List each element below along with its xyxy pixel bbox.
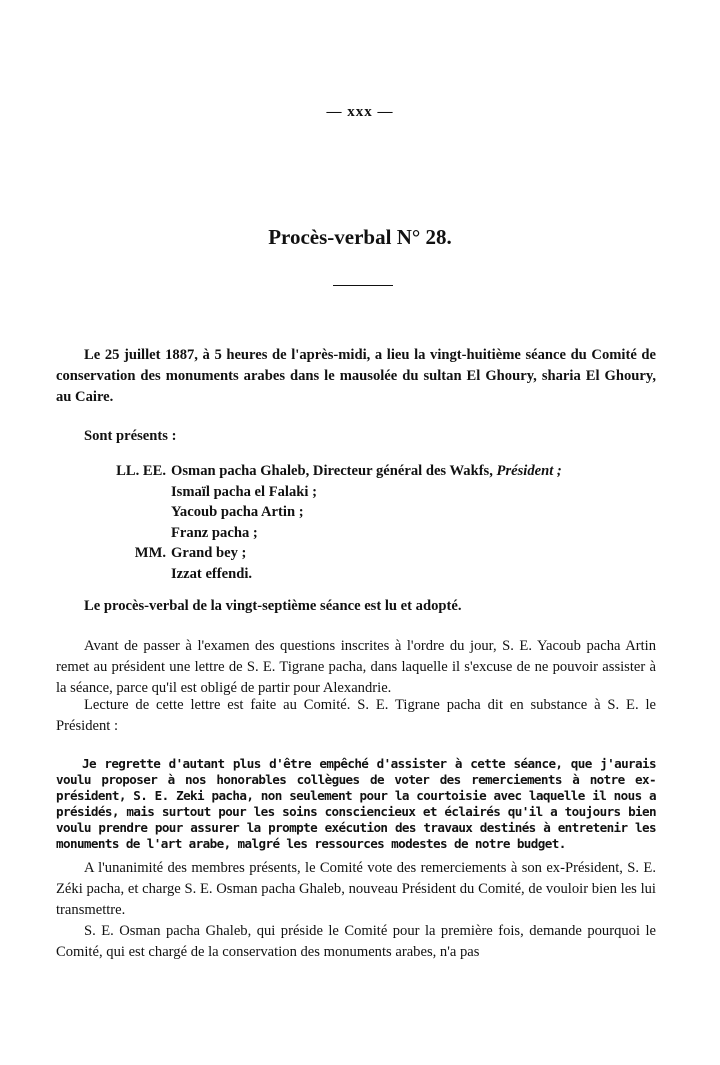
member-row — [56, 461, 656, 482]
opening-text: Le 25 juillet 1887, à 5 heures de l'après-midi, a lieu la vingt-huitième séance du Comité de conservation des monuments arabes dans le mausolée du sultan El Ghoury, sharia El Ghoury, au Caire. — [56, 347, 656, 405]
letter-text: Avant de passer à l'examen des questions inscrites à l'ordre du jour, S. E. Yacoub pacha Artin remet au président une lettre de S. E. Tigrane pacha, dans laquelle il s'excuse de ne pouvoir assister à la séance, parce qu'il est obligé de partir pour Alexandrie. — [56, 638, 656, 696]
member-row — [56, 523, 656, 544]
question-paragraph — [56, 921, 656, 963]
adoption-paragraph — [56, 596, 656, 617]
quoted-letter — [56, 756, 656, 852]
members-list — [56, 461, 656, 584]
presents-label: Sont présents : — [84, 428, 177, 444]
adoption-text: Le procès-verbal de la vingt-septième séance est lu et adopté. — [84, 598, 462, 614]
member-prefix — [56, 482, 171, 503]
title-divider — [333, 285, 393, 286]
member-prefix — [56, 523, 171, 544]
vote-paragraph — [56, 858, 656, 921]
member-row — [56, 543, 656, 564]
page-number: — xxx — — [326, 104, 394, 120]
reading-paragraph — [56, 695, 656, 737]
member-row — [56, 564, 656, 585]
member-name — [171, 461, 656, 482]
member-prefix: MM. — [134, 545, 166, 561]
member-name: Izzat effendi. — [171, 565, 253, 582]
vote-text: A l'unanimité des membres présents, le Comité vote des remerciements à son ex-Président, S. E. Zéki pacha, et charge S. E. Osman pacha Ghaleb, nouveau Président du Comité, de vouloir bien les lui transmettre. — [56, 860, 656, 918]
member-role: Président ; — [496, 463, 562, 479]
member-prefix: LL. EE. — [116, 463, 166, 479]
opening-paragraph — [56, 345, 656, 408]
member-prefix — [56, 564, 171, 585]
page-title: Procès-verbal N° 28. — [268, 225, 452, 249]
quoted-letter-text: Je regrette d'autant plus d'être empêché d'assister à cette séance, que j'aurais voulu proposer à nos honorables collègues de voter des remerciements à notre ex-président, S. E. Zeki pacha, non seulement pour la courtoisie avec laquelle il nous a présidés, mais surtout pour les soins consciencieux et éclairés qu'il a toujours bien voulu prendre pour assurer la prompte exécution des travaux destinés à entretenir les monuments de l'art arabe, malgré les ressources modestes de notre budget. — [56, 756, 656, 851]
reading-text: Lecture de cette lettre est faite au Comité. S. E. Tigrane pacha dit en substance à S. E. le Président : — [56, 697, 656, 734]
member-name: Franz pacha ; — [171, 524, 258, 541]
member-row — [56, 502, 656, 523]
member-name-text: Osman pacha Ghaleb, Directeur général des Wakfs, — [171, 463, 497, 479]
letter-paragraph — [56, 636, 656, 699]
member-prefix — [56, 502, 171, 523]
member-name: Ismaïl pacha el Falaki ; — [171, 483, 317, 500]
member-name: Yacoub pacha Artin ; — [171, 504, 304, 520]
member-row — [56, 482, 656, 503]
presents-label-block — [56, 426, 656, 447]
question-text: S. E. Osman pacha Ghaleb, qui préside le Comité pour la première fois, demande pourquoi le Comité, qui est chargé de la conservation des monuments arabes, n'a pas — [56, 923, 656, 960]
member-name: Grand bey ; — [171, 545, 247, 561]
